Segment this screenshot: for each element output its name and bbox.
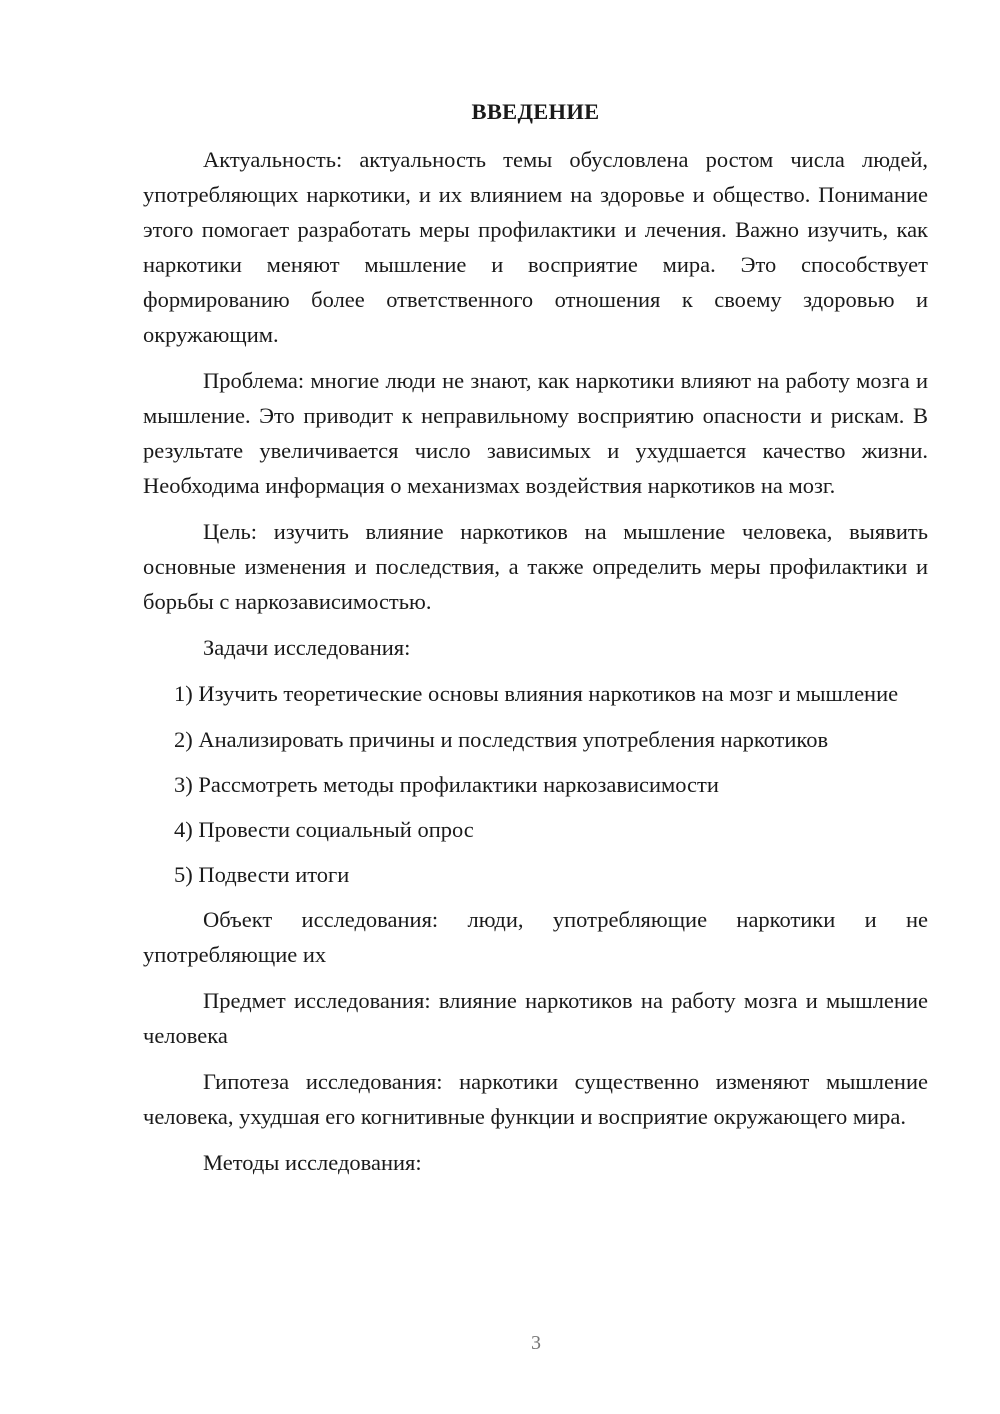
paragraph-subject: Предмет исследования: влияние наркотиков на работу мозга и мышление человека — [143, 988, 928, 1048]
paragraph-hypothesis: Гипотеза исследования: наркотики существенно изменяют мышление человека, ухудшая его когнитивные функции и восприятие окружающего мира. — [143, 1069, 928, 1129]
section-title: ВВЕДЕНИЕ — [471, 99, 600, 124]
task-item-2: 2) Анализировать причины и последствия употребления наркотиков — [174, 727, 829, 752]
paragraph-goal: Цель: изучить влияние наркотиков на мышление человека, выявить основные изменения и последствия, а также определить меры профилактики и борьбы с наркозависимостью. — [143, 519, 928, 614]
methods-heading: Методы исследования: — [203, 1150, 422, 1175]
task-item-5: 5) Подвести итоги — [174, 862, 350, 887]
paragraph-relevance: Актуальность: актуальность темы обусловлена ростом числа людей, употребляющих наркотики, и их влиянием на здоровье и общество. Понимание этого помогает разработать меры профилактики и лечения. Важно изучить, как наркотики меняют мышление и восприятие мира. Это способствует формированию более ответственного отношения к своему здоровью и окружающим. — [143, 147, 928, 347]
paragraph-object: Объект исследования: люди, употребляющие наркотики и не употребляющие их — [143, 907, 928, 967]
task-item-4: 4) Провести социальный опрос — [174, 817, 474, 842]
task-item-1: 1) Изучить теоретические основы влияния наркотиков на мозг и мышление — [174, 681, 899, 706]
paragraph-problem: Проблема: многие люди не знают, как наркотики влияют на работу мозга и мышление. Это приводит к неправильному восприятию опасности и рискам. В результате увеличивается число зависимых и ухудшается качество жизни. Необходима информация о механизмах воздействия наркотиков на мозг. — [143, 368, 928, 498]
page-number: 3 — [531, 1332, 541, 1354]
page-content — [143, 94, 928, 1191]
task-item-3: 3) Рассмотреть методы профилактики наркозависимости — [174, 772, 719, 797]
tasks-heading: Задачи исследования: — [203, 635, 411, 660]
